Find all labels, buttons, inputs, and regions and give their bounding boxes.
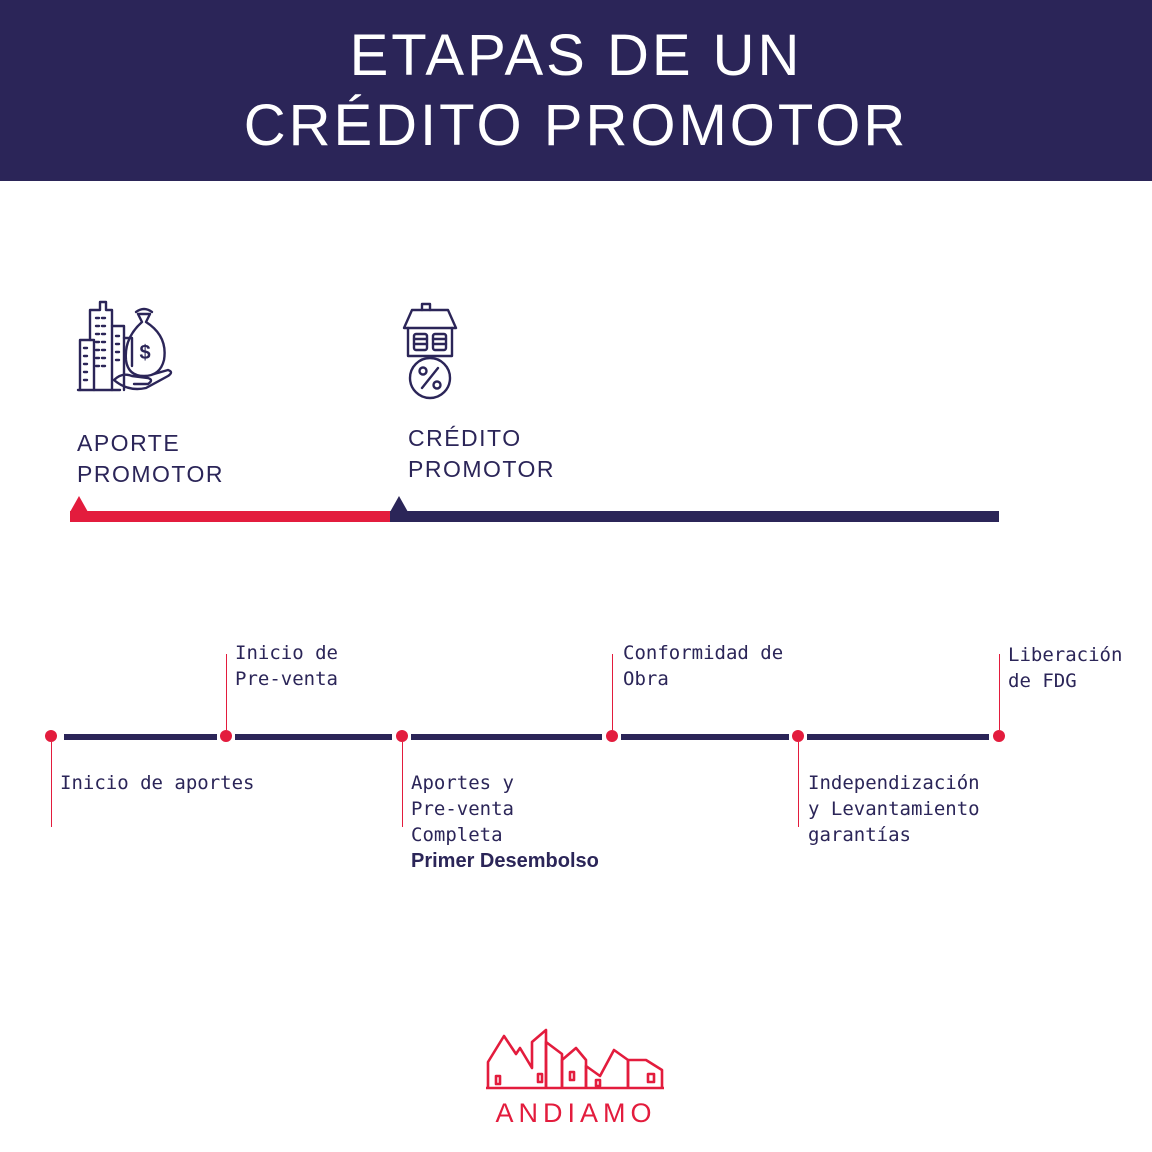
buildings-money-bag-icon (76, 296, 176, 394)
milestone-label-inicio-aportes: Inicio de aportes (60, 772, 255, 794)
milestone-label-independizacion: Independización y Levantamiento garantías (808, 772, 980, 846)
andiamo-skyline-logo (486, 1026, 666, 1092)
brand-name: ANDIAMO (495, 1098, 657, 1128)
title-line-2: CRÉDITO PROMOTOR (243, 92, 909, 158)
milestone-label-inicio-preventa: Inicio de Pre-venta (235, 642, 338, 690)
milestone-label-conformidad-obra: Conformidad de Obra (623, 642, 784, 690)
phase-label-credito: CRÉDITO PROMOTOR (408, 425, 556, 482)
milestone-dot-conformidad-obra (606, 730, 618, 742)
leader-line (402, 742, 403, 827)
milestone-dot-primer-desembolso (396, 730, 408, 742)
milestone-dot-liberacion-fdg (993, 730, 1005, 742)
milestone-dot-independizacion (792, 730, 804, 742)
timeline-segment (64, 734, 217, 740)
aporte-phase-bar (70, 511, 390, 522)
aporte-phase-start-marker (70, 496, 88, 512)
timeline-segment (807, 734, 989, 740)
leader-line (798, 742, 799, 827)
milestone-dot-inicio-preventa (220, 730, 232, 742)
milestone-label-liberacion-fdg: Liberación de FDG (1008, 644, 1123, 692)
svg-text:$: $ (139, 342, 151, 364)
phase-label-aporte: APORTE PROMOTOR (77, 430, 225, 487)
leader-line (226, 654, 227, 730)
credito-phase-start-marker (390, 496, 408, 512)
leader-line (51, 742, 52, 827)
milestone-dot-inicio-aportes (45, 730, 57, 742)
leader-line (999, 654, 1000, 730)
timeline-segment (621, 734, 789, 740)
leader-line (612, 654, 613, 730)
timeline-segment (411, 734, 602, 740)
title-line-1: ETAPAS DE UN (349, 22, 803, 88)
credito-phase-bar (390, 511, 999, 522)
header-banner (0, 0, 1152, 181)
timeline-segment (235, 734, 392, 740)
milestone-emphasis: Primer Desembolso (411, 850, 599, 872)
milestone-label-primer-desembolso: Aportes y Pre-venta Completa Primer Desembolso (411, 772, 599, 872)
house-percent-icon (400, 302, 460, 400)
